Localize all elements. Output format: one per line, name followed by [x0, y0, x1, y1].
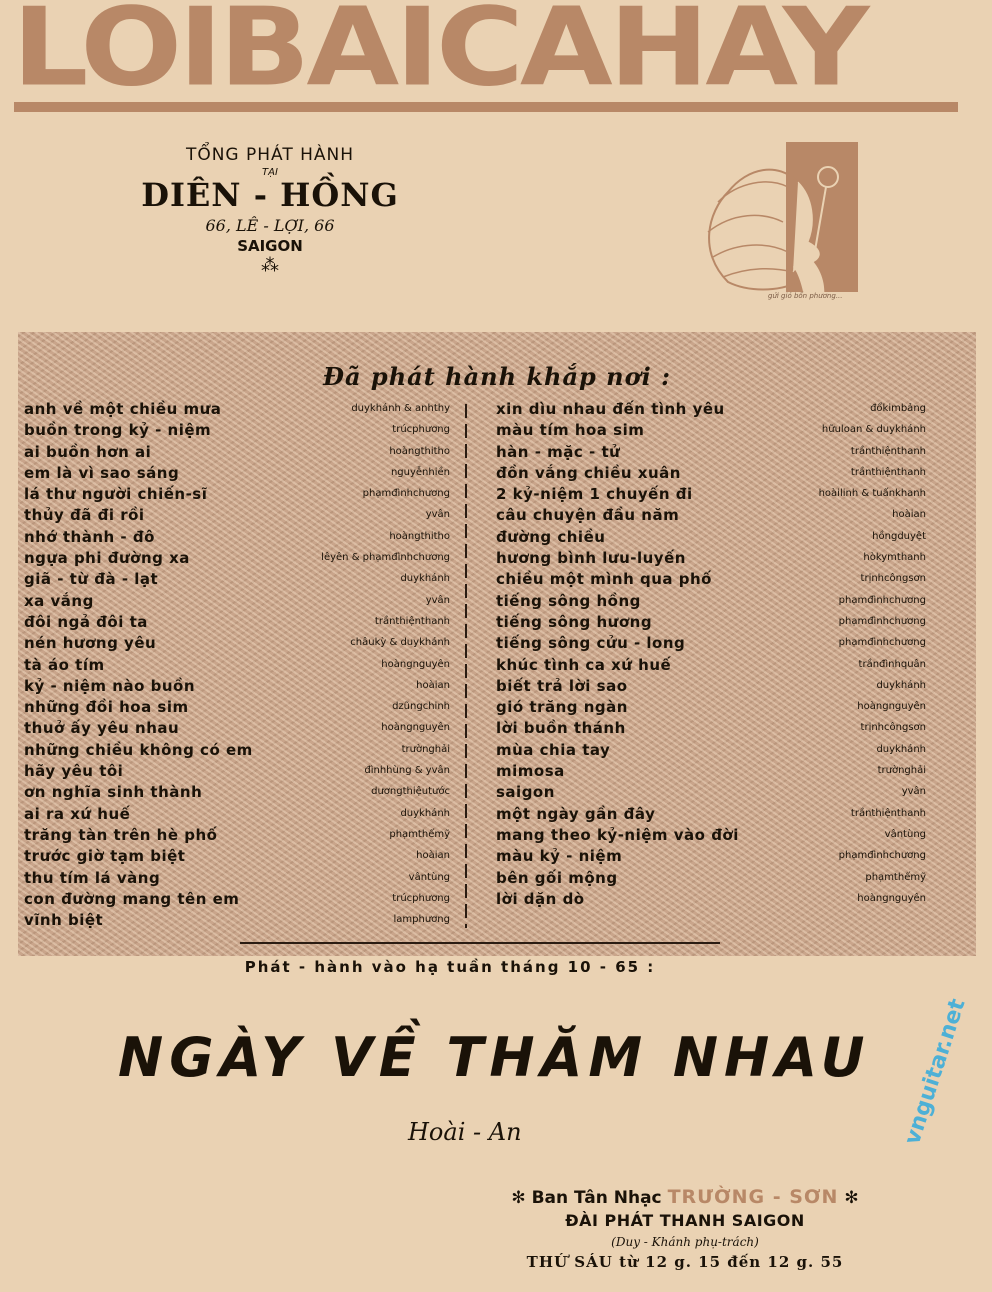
song-row: [24, 805, 450, 826]
song-row: [24, 741, 450, 762]
song-row: [496, 443, 926, 464]
song-row-title: saigon: [496, 783, 555, 802]
song-row: [496, 890, 926, 911]
song-row-author: yvân: [425, 509, 450, 521]
song-row-author: hoàian: [416, 679, 450, 691]
song-row-author: trúcphương: [392, 892, 450, 904]
song-row-author: trườnghải: [401, 743, 450, 755]
song-row-author: duykhánh: [400, 573, 450, 585]
song-row-title: lời dặn dò: [496, 889, 585, 908]
song-row: [496, 506, 926, 527]
song-row-author: lamphương: [393, 914, 450, 926]
song-row-title: mùa chia tay: [496, 740, 611, 759]
song-row: [24, 485, 450, 506]
song-row-author: hoàngnguyên: [381, 722, 450, 734]
song-row: [24, 698, 450, 719]
song-row-author: trầnđìnhquân: [858, 658, 926, 670]
song-row-title: tiếng sông cửu - long: [496, 634, 686, 653]
song-row-author: nguyễnhiền: [390, 466, 450, 478]
song-row-title: hãy yêu tôi: [24, 762, 124, 781]
song-row-title: biết trả lời sao: [496, 676, 628, 695]
song-row-title: thuở ấy yêu nhau: [24, 719, 180, 738]
song-row: [24, 890, 450, 911]
song-row-author: phạmthếmỹ: [389, 828, 450, 840]
song-row-author: phạmđìnhchương: [362, 488, 450, 500]
song-row-author: phạmđìnhchương: [838, 637, 926, 649]
song-row: [496, 400, 926, 421]
song-row-author: hoàngnguyên: [381, 658, 450, 670]
song-row-author: hoàian: [892, 509, 926, 521]
publisher-block: [100, 145, 440, 276]
song-row-title: khúc tình ca xứ huế: [496, 655, 672, 674]
song-row: [496, 719, 926, 740]
publisher-tai: TẠI: [262, 167, 278, 178]
song-row: [496, 826, 926, 847]
song-row-author: hòkymthanh: [863, 552, 926, 564]
song-row: [496, 549, 926, 570]
song-row-title: chiều một mình qua phố: [496, 570, 712, 589]
song-row-author: hoàilinh & tuấnkhanh: [818, 488, 926, 500]
song-row-title: lời buồn thánh: [496, 719, 626, 738]
song-row: [496, 570, 926, 591]
radio-block: [470, 1186, 900, 1271]
song-row-author: duykhánh: [876, 679, 926, 691]
song-row: [24, 528, 450, 549]
song-row-author: vântùng: [408, 871, 450, 883]
song-row: [24, 464, 450, 485]
banner-title: LOIBAICAHAY: [12, 0, 866, 98]
song-row-title: mimosa: [496, 762, 565, 781]
song-row-author: duykhánh: [400, 807, 450, 819]
song-row-author: trịnhcôngsơn: [860, 722, 926, 734]
radio-suffix: ✻: [844, 1188, 859, 1208]
song-row: [24, 847, 450, 868]
song-row: [496, 783, 926, 804]
song-row-author: trầnthiệnthanh: [850, 445, 926, 457]
song-row-author: trườnghải: [877, 765, 926, 777]
column-divider: [465, 404, 467, 928]
song-row-author: trầnthiệnthanh: [850, 466, 926, 478]
song-row-title: ai buồn hơn ai: [24, 442, 152, 461]
song-row-title: vĩnh biệt: [24, 911, 104, 930]
song-row-author: phạmđìnhchương: [838, 850, 926, 862]
song-row: [24, 592, 450, 613]
song-row: [24, 443, 450, 464]
song-row-title: câu chuyện đầu năm: [496, 506, 680, 525]
song-row: [24, 506, 450, 527]
song-row-author: dươngthiệutước: [371, 786, 450, 798]
song-row-author: hoàngnguyên: [857, 701, 926, 713]
song-row-title: trước giờ tạm biệt: [24, 847, 186, 866]
song-row-title: kỷ - niệm nào buồn: [24, 676, 195, 695]
song-row-author: yvân: [901, 786, 926, 798]
song-row: [24, 570, 450, 591]
song-row-title: anh về một chiều mưa: [24, 400, 222, 418]
song-row-author: đổkimbảng: [870, 403, 926, 414]
song-row: [24, 549, 450, 570]
song-row-title: nhớ thành - đô: [24, 527, 155, 546]
song-row-author: duykhánh & anhthy: [351, 403, 450, 414]
song-row-title: con đường mang tên em: [24, 889, 240, 908]
song-row: [24, 826, 450, 847]
song-row-title: bên gối mộng: [496, 868, 618, 887]
art-caption: gửi gió bốn phương...: [768, 292, 843, 300]
song-row-author: hồngduyệt: [872, 530, 926, 542]
song-row: [24, 783, 450, 804]
song-row-author: hữuloan & duykhánh: [821, 424, 926, 436]
song-row: [24, 613, 450, 634]
song-row-author: hoàian: [416, 850, 450, 862]
radio-director: (Duy - Khánh phụ-trách): [611, 1235, 759, 1249]
song-row-title: ngựa phi đường xa: [24, 549, 190, 568]
song-row: [496, 847, 926, 868]
song-row: [496, 634, 926, 655]
song-row-title: tiếng sông hồng: [496, 591, 641, 610]
song-row-title: tiếng sông hương: [496, 612, 653, 631]
song-row-author: dzũngchinh: [392, 701, 450, 713]
song-row-author: vântùng: [884, 828, 926, 840]
song-list-left: [24, 400, 450, 932]
song-row-author: duykhánh: [876, 743, 926, 755]
song-row: [496, 421, 926, 442]
panel-title: Đã phát hành khắp nơi :: [323, 362, 671, 391]
song-row-title: xin dìu nhau đến tình yêu: [496, 400, 725, 418]
release-divider: [240, 942, 720, 944]
song-row-author: châukỳ & duykhánh: [350, 637, 450, 649]
song-row: [496, 592, 926, 613]
song-row: [496, 464, 926, 485]
song-row-author: lêyên & phạmđìnhchương: [321, 552, 450, 564]
song-row-title: trăng tàn trên hè phố: [24, 825, 218, 844]
song-row-title: thủy đã đi rồi: [24, 506, 145, 525]
song-row-author: trầnthiệnthanh: [374, 615, 450, 627]
song-row: [24, 656, 450, 677]
song-row-title: gió trăng ngàn: [496, 698, 628, 717]
song-row: [24, 400, 450, 421]
song-row: [24, 869, 450, 890]
song-row: [496, 485, 926, 506]
song-row-title: những chiều không có em: [24, 740, 253, 759]
song-row-title: xa vắng: [24, 591, 94, 610]
song-row: [24, 719, 450, 740]
radio-prefix: ✻ Ban Tân Nhạc: [511, 1188, 662, 1208]
song-row: [496, 677, 926, 698]
song-row: [24, 762, 450, 783]
song-row-title: lá thư người chiến-sĩ: [24, 485, 208, 504]
song-row-title: buồn trong kỷ - niệm: [24, 421, 212, 440]
radio-schedule: THỨ SÁU từ 12 g. 15 đến 12 g. 55: [526, 1253, 844, 1271]
publisher-name: DIÊN - HỒNG: [141, 176, 399, 214]
song-row: [24, 911, 450, 932]
song-list-right: [496, 400, 926, 911]
radio-band-name: TRƯỜNG - SƠN: [667, 1186, 839, 1208]
song-row-title: màu tím hoa sim: [496, 421, 645, 440]
song-row-author: yvân: [425, 594, 450, 606]
song-row-author: phạmthếmỹ: [865, 871, 926, 883]
song-row: [496, 656, 926, 677]
song-title: NGÀY VỀ THĂM NHAU: [118, 1026, 871, 1089]
song-row-author: hoàngthitho: [389, 530, 450, 542]
song-row: [24, 421, 450, 442]
publisher-line1: TỔNG PHÁT HÀNH: [185, 145, 355, 165]
song-row: [496, 698, 926, 719]
banner-underline: [14, 102, 958, 112]
radio-station: ĐÀI PHÁT THANH SAIGON: [565, 1211, 805, 1230]
song-row-title: một ngày gần đây: [496, 804, 656, 823]
song-row-title: hương bình lưu-luyến: [496, 549, 686, 568]
song-row-author: đìnhhùng & yvân: [364, 765, 450, 777]
song-row-author: hoàngnguyên: [857, 892, 926, 904]
song-row-title: tà áo tím: [24, 655, 105, 674]
song-row-author: hoàngthitho: [389, 445, 450, 457]
song-row: [24, 677, 450, 698]
woman-profile-icon: [688, 142, 858, 312]
song-row: [496, 869, 926, 890]
song-row-title: đôi ngả đôi ta: [24, 612, 148, 631]
song-row: [496, 805, 926, 826]
song-row-author: phạmđìnhchương: [838, 615, 926, 627]
song-row-title: giã - từ đà - lạt: [24, 570, 159, 589]
song-row-title: ơn nghĩa sinh thành: [24, 783, 203, 802]
song-row-title: mang theo kỷ-niệm vào đời: [496, 825, 739, 844]
watermark: vnguitar.net: [900, 995, 971, 1148]
radio-band: [470, 1186, 900, 1208]
song-row-title: thu tím lá vàng: [24, 868, 161, 887]
song-row-title: 2 kỷ-niệm 1 chuyến đi: [496, 485, 693, 504]
song-row-title: đường chiều: [496, 527, 606, 546]
song-row-title: đồn vắng chiều xuân: [496, 463, 681, 482]
song-author: Hoài - An: [408, 1118, 522, 1146]
song-row-title: những đồi hoa sim: [24, 698, 189, 717]
song-row-title: nén hương yêu: [24, 634, 157, 653]
publisher-city: SAIGON: [237, 237, 303, 255]
song-row: [496, 528, 926, 549]
ornament-icon: ⁂: [261, 255, 279, 276]
song-row-title: hàn - mặc - tử: [496, 442, 621, 461]
song-row-author: trịnhcôngsơn: [860, 573, 926, 585]
song-row: [24, 634, 450, 655]
song-row-title: ai ra xứ huế: [24, 804, 131, 823]
release-notice: Phát - hành vào hạ tuần tháng 10 - 65 :: [244, 958, 656, 976]
song-row-author: trầnthiệnthanh: [850, 807, 926, 819]
song-list-panel: [18, 332, 976, 956]
song-row-author: phạmđìnhchương: [838, 594, 926, 606]
publisher-address: 66, LÊ - LỢI, 66: [205, 216, 335, 235]
song-row-title: màu kỷ - niệm: [496, 847, 623, 866]
song-row: [496, 762, 926, 783]
song-row: [496, 741, 926, 762]
song-row-author: trúcphương: [392, 424, 450, 436]
song-row-title: em là vì sao sáng: [24, 463, 180, 482]
song-row: [496, 613, 926, 634]
